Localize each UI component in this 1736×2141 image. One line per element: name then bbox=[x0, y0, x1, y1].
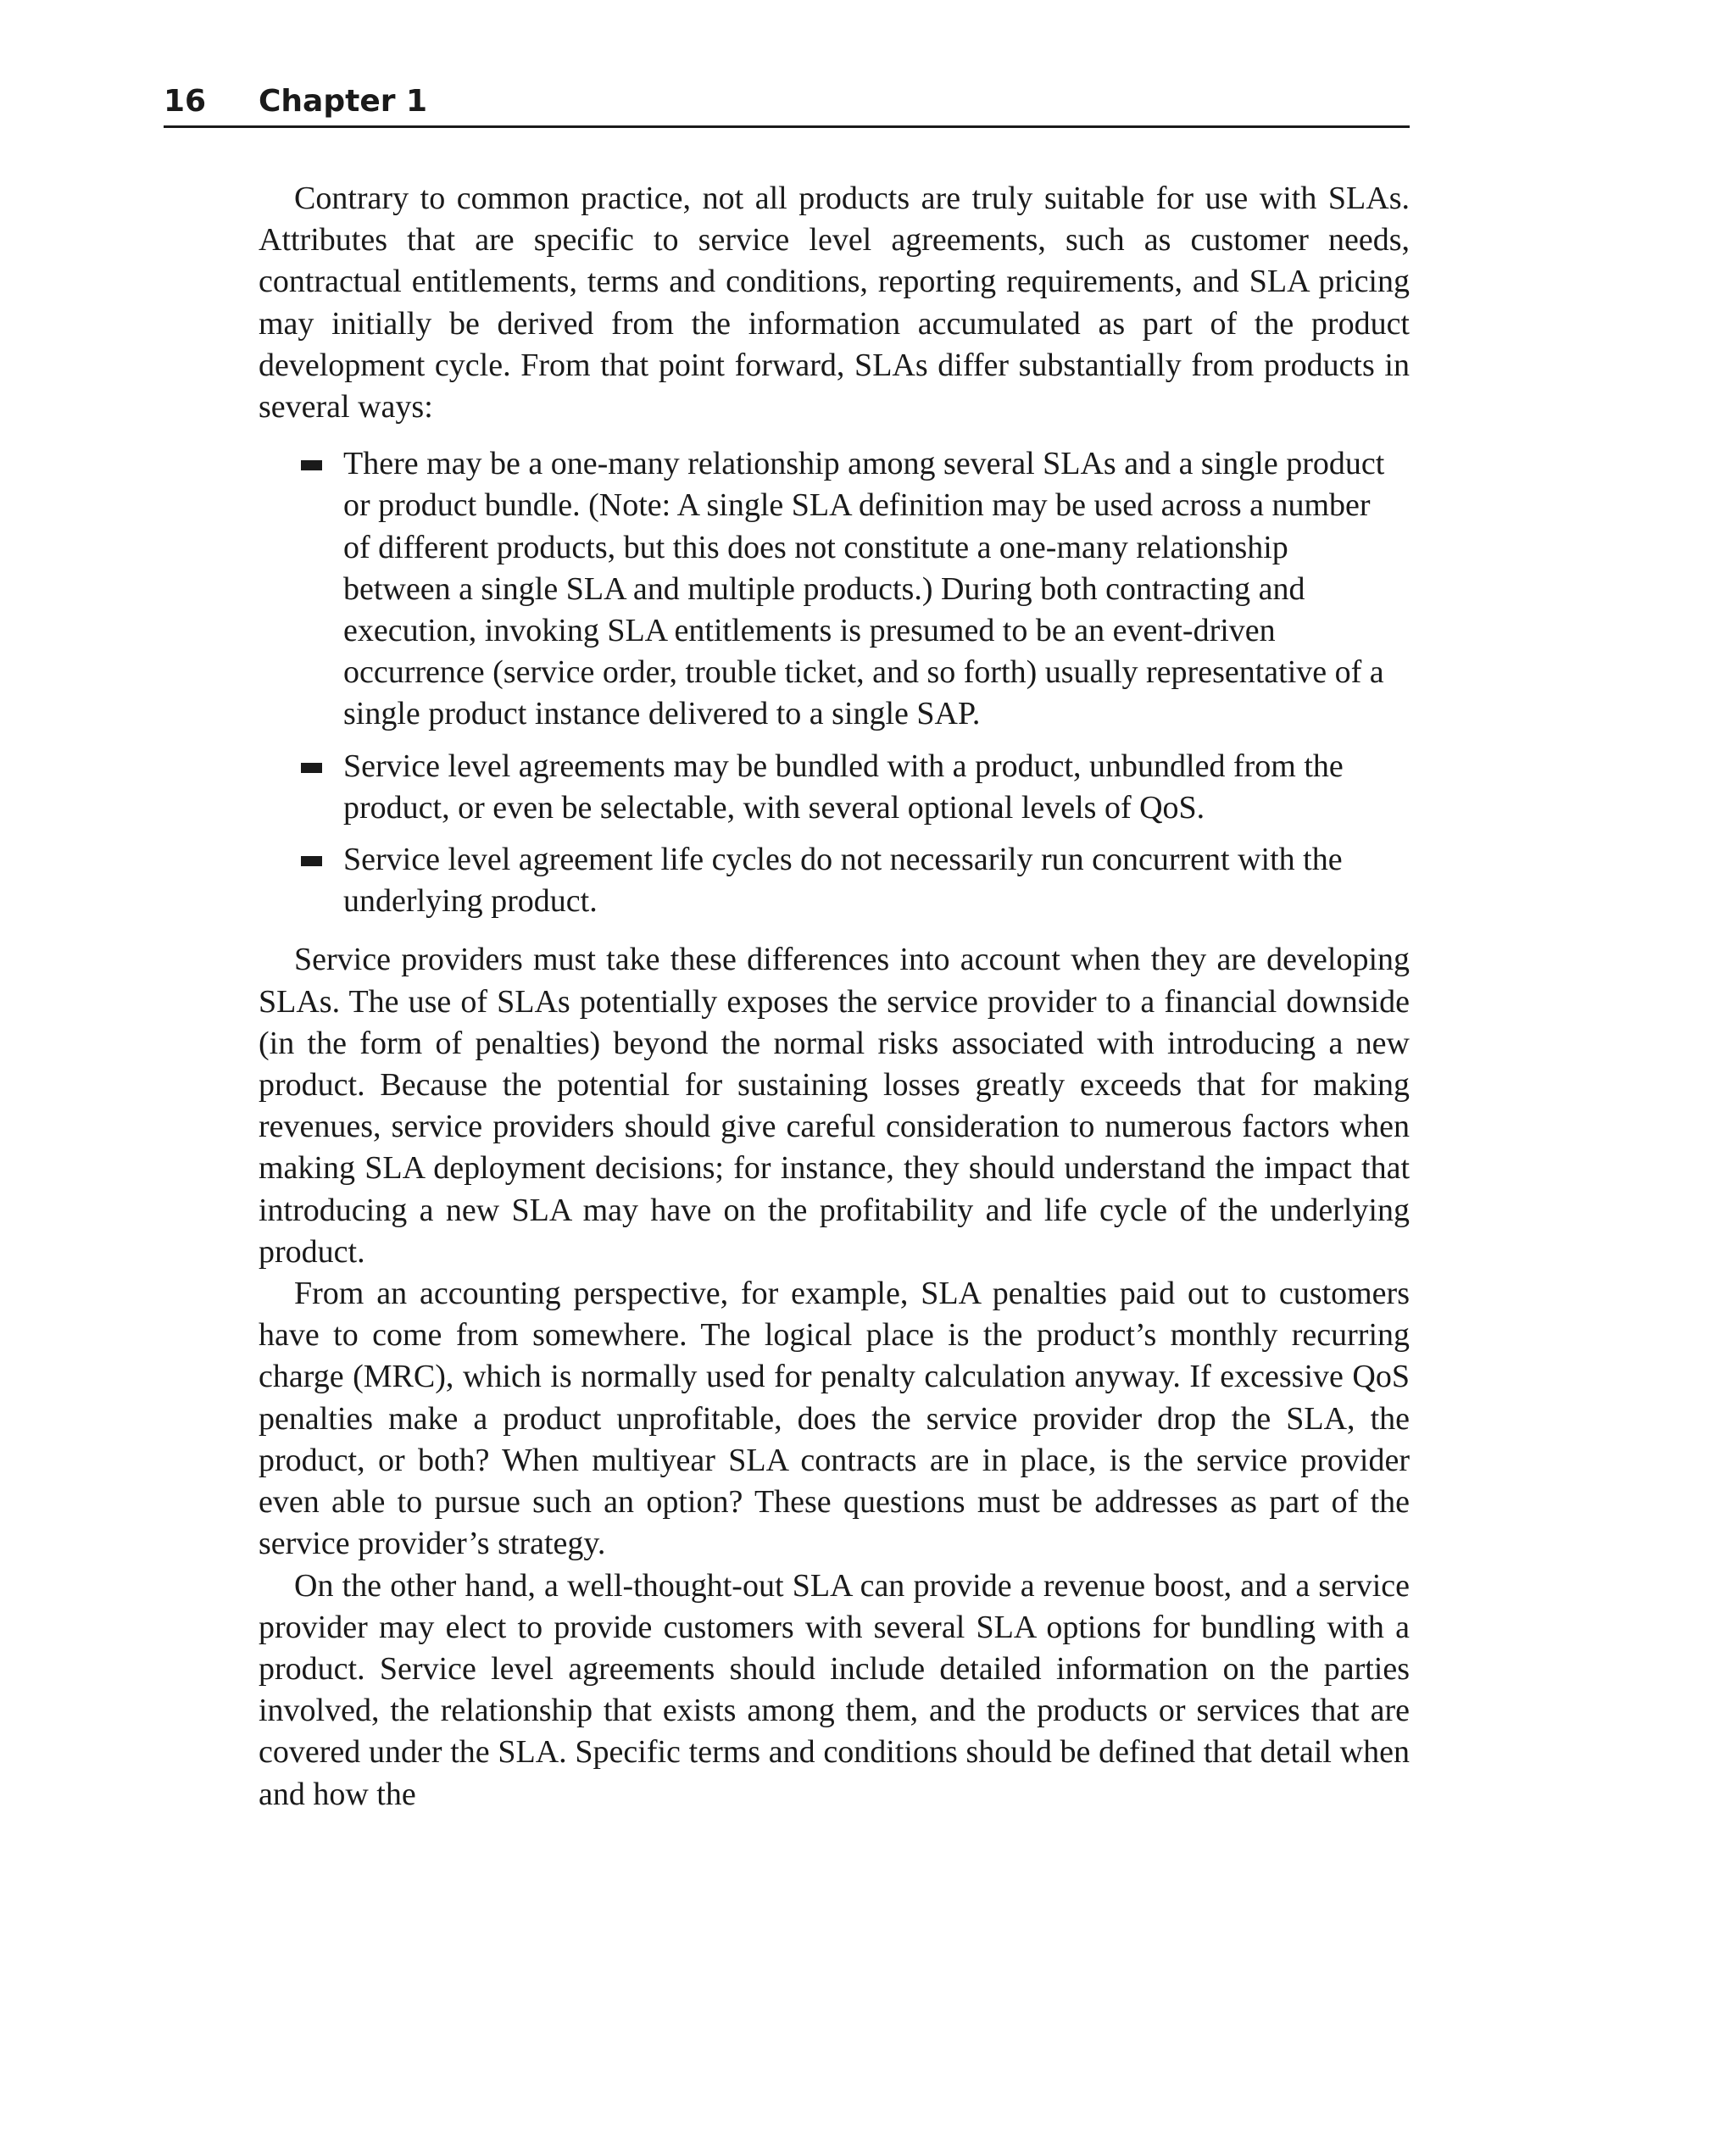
running-head bbox=[164, 83, 1410, 128]
chapter-label: Chapter 1 bbox=[259, 84, 428, 119]
paragraph-accounting: From an accounting perspective, for example, SLA penalties paid out to customers have to come from somewhere. The logical place is the product’s monthly recurring charge (MRC), which is normally used for penalty calculation anyway. If excessive QoS penalties make a product unprofitable, does the service provider drop the SLA, the product, or both? When multiyear SLA contracts are in place, is the service provider even able to pursue such an option? These questions must be addresses as part of the service provider’s strategy. bbox=[259, 1276, 1410, 1562]
bullet-text: There may be a one-many relationship among several SLAs and a single product or product bundle. (Note: A single SLA definition may be used across a number of different products, but this does not constitute a one-many relationship between a single SLA and multiple products.) During both contracting and execution, invoking SLA entitlements is presumed to be an event-driven occurrence (service order, trouble ticket, and so forth) usually representative of a single product instance delivered to a single SAP. bbox=[343, 446, 1385, 732]
body-text bbox=[259, 178, 1410, 1816]
list-item bbox=[343, 746, 1410, 829]
paragraph-differences: Service providers must take these differences into account when they are developing SLAs. The use of SLAs potentially exposes the service provider to a financial downside (in the form of penalties) beyond the normal risks associated with introducing a new product. Because the potential for sustaining losses greatly exceeds that for making revenues, service providers should give careful consideration to numerous factors when making SLA deployment decisions; for instance, they should understand the impact that introducing a new SLA may have on the profitability and life cycle of the underlying product. bbox=[259, 942, 1410, 1270]
paragraph-revenue: On the other hand, a well-thought-out SLA can provide a revenue boost, and a service provider may elect to provide customers with several SLA options for bundling with a product. Service level agreements should include detailed information on the parties involved, the relationship that exists among them, and the products or services that are covered under the SLA. Specific terms and conditions should be defined that detail when and how the bbox=[259, 1567, 1410, 1812]
bullet-square-icon bbox=[301, 856, 322, 866]
list-item bbox=[343, 443, 1410, 735]
bullet-text: Service level agreement life cycles do not necessarily run concurrent with the underlying product. bbox=[343, 842, 1343, 920]
bullet-square-icon bbox=[301, 460, 322, 470]
bullet-list bbox=[259, 443, 1410, 922]
intro-paragraph: Contrary to common practice, not all products are truly suitable for use with SLAs. Attributes that are specific to service level agreements, such as customer needs, contractual entitlements, terms and conditions, reporting requirements, and SLA pricing may initially be derived from the information accumulated as part of the product development cycle. From that point forward, SLAs differ substantially from products in several ways: bbox=[259, 181, 1410, 425]
bullet-text: Service level agreements may be bundled with a product, unbundled from the product, or even be selectable, with several optional levels of QoS. bbox=[343, 748, 1344, 826]
bullet-square-icon bbox=[301, 763, 322, 773]
list-item bbox=[343, 839, 1410, 922]
page-number: 16 bbox=[164, 84, 207, 119]
